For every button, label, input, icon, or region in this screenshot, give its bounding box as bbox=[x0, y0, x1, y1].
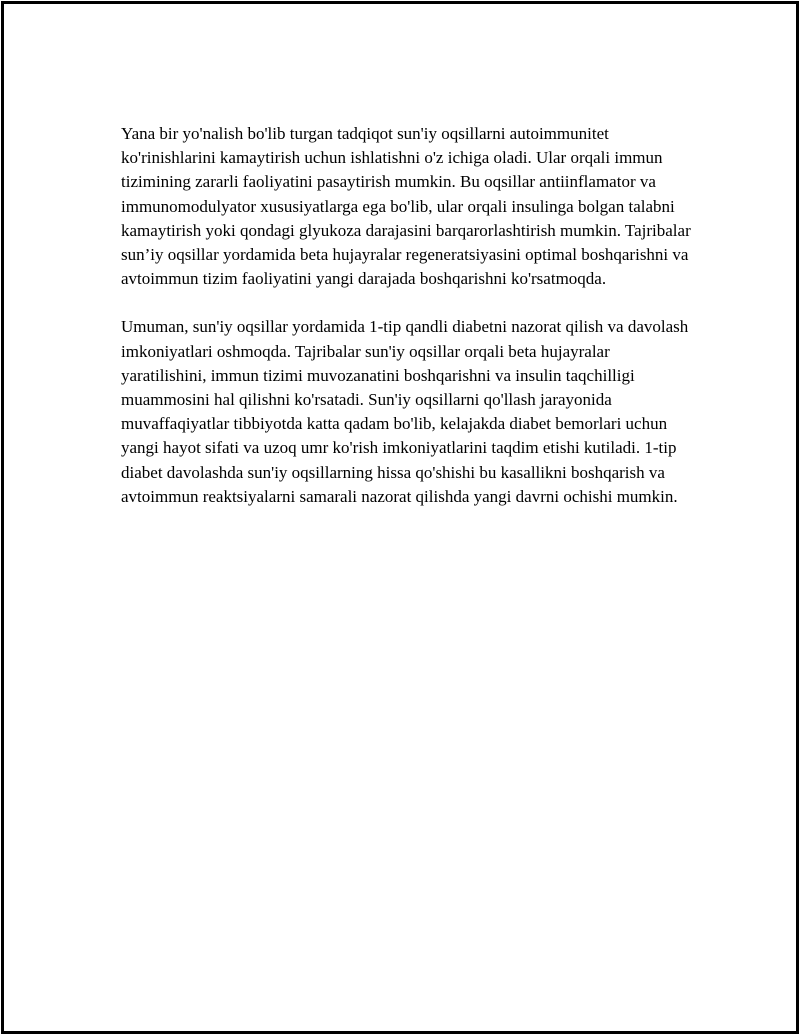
page bbox=[1, 1, 799, 1034]
paragraph-2: Umuman, sun'iy oqsillar yordamida 1-tip qandli diabetni nazorat qilish va davolash imkoniyatlari oshmoqda. Tajribalar sun'iy oqsillar orqali beta hujayralar yaratilishini, immun tizimi muvozanatini boshqarishni va insulin taqchilligi muammosini hal qilishni ko'rsatadi. Sun'iy oqsillarni qo'llash jarayonida muvaffaqiyatlar tibbiyotda katta qadam bo'lib, kelajakda diabet bemorlari uchun yangi hayot sifati va uzoq umr ko'rish imkoniyatlarini taqdim etishi kutiladi. 1-tip diabet davolashda sun'iy oqsillarning hissa qo'shishi bu kasallikni boshqarish va avtoimmun reaktsiyalarni samarali nazorat qilishda yangi davrni ochishi mumkin. bbox=[121, 317, 689, 506]
document-body bbox=[121, 122, 696, 533]
paragraph-1: Yana bir yo'nalish bo'lib turgan tadqiqot sun'iy oqsillarni autoimmunitet ko'rinishlarini kamaytirish uchun ishlatishni o'z ichiga oladi. Ular orqali immun tizimining zararli faoliyatini pasaytirish mumkin. Bu oqsillar antiinflamator va immunomodulyator xususiyatlarga ega bo'lib, ular orqali insulinga bolgan talabni kamaytirish yoki qondagi glyukoza darajasini barqarorlashtirish mumkin. Tajribalar sun’iy oqsillar yordamida beta hujayralar regeneratsiyasini optimal boshqarishni va avtoimmun tizim faoliyatini yangi darajada boshqarishni ko'rsatmoqda. bbox=[121, 124, 691, 289]
